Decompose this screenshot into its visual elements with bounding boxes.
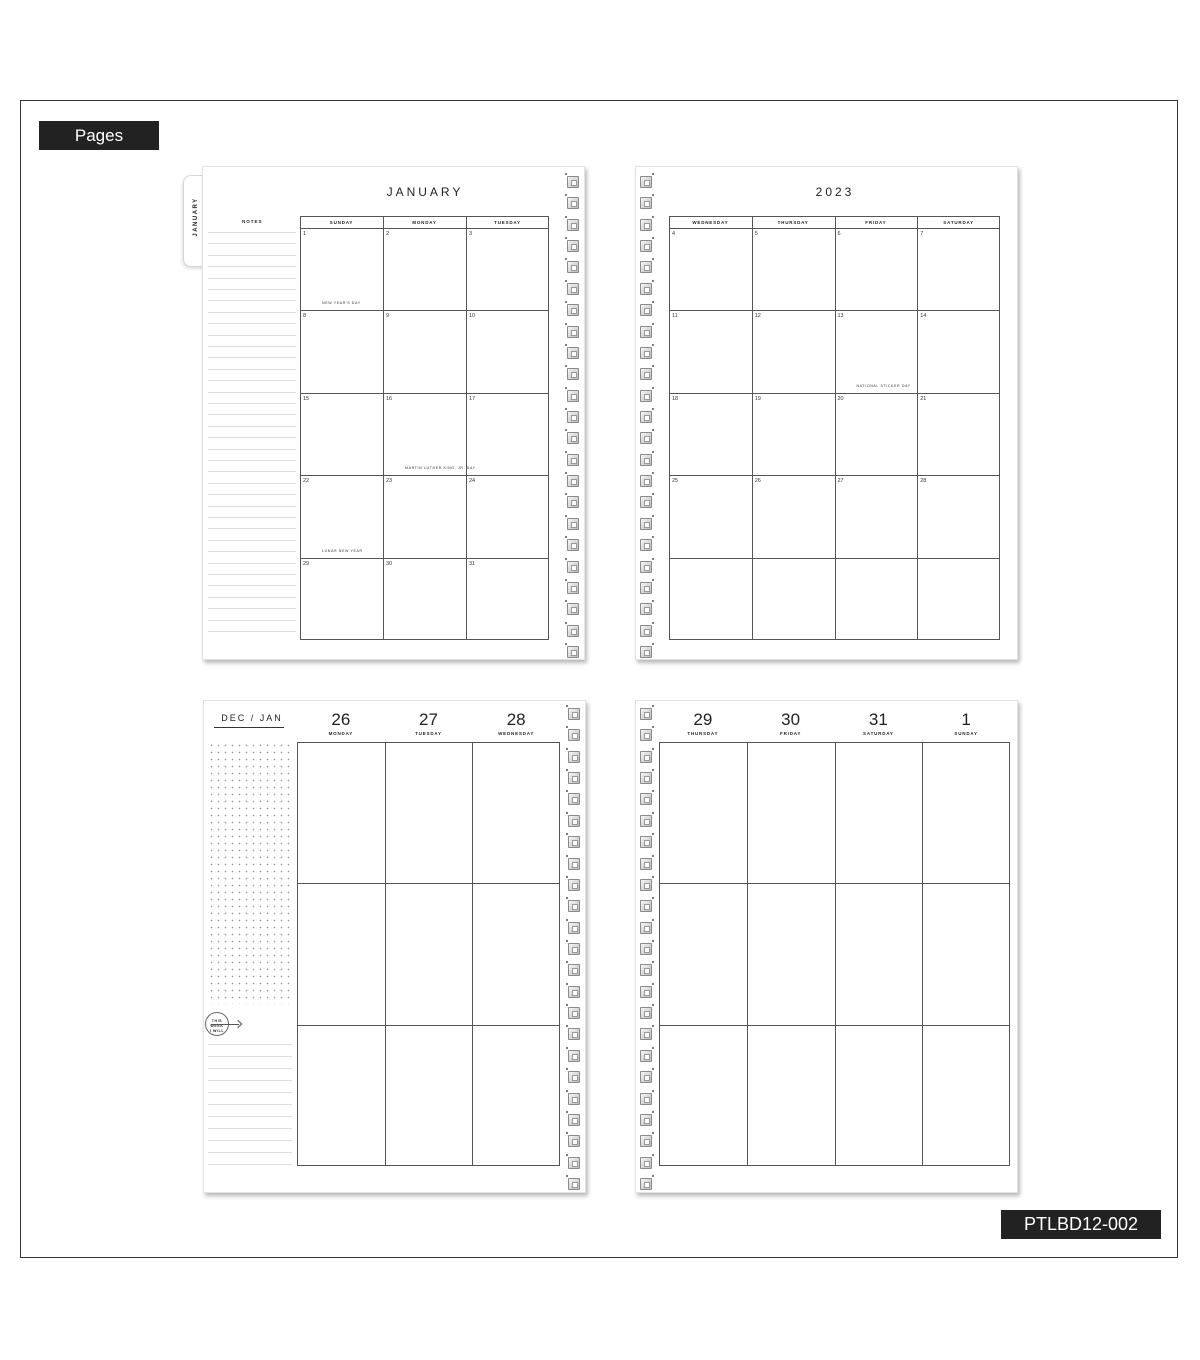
binding-hole: [652, 1175, 654, 1177]
binding-hole: [652, 748, 654, 750]
binding-ring-icon: [568, 793, 580, 805]
note-line: [208, 483, 296, 484]
date-number: 16: [386, 395, 393, 402]
date-number: 8: [303, 313, 307, 320]
binding-ring-icon: [640, 1050, 652, 1062]
binding-ring-icon: [640, 432, 652, 444]
date-number: 25: [672, 478, 679, 485]
note-line: [208, 266, 296, 267]
date-number: 23: [386, 478, 393, 485]
binding-ring-icon: [640, 197, 652, 209]
day-number: 28: [506, 710, 526, 729]
binding-hole: [566, 1111, 568, 1113]
binding-ring-icon: [640, 1114, 652, 1126]
binding-ring-icon: [567, 646, 579, 658]
date-number: 21: [920, 395, 927, 402]
date-number: 3: [469, 231, 473, 237]
note-line: [208, 414, 296, 415]
note-line: [208, 1080, 292, 1081]
date-number: 18: [672, 395, 679, 402]
binding-ring-icon: [568, 1114, 580, 1126]
binding-hole: [652, 451, 654, 453]
binding-ring-icon: [567, 326, 579, 338]
binding-ring-icon: [640, 1007, 652, 1019]
note-line: [208, 1140, 292, 1141]
binding-hole: [566, 940, 568, 942]
row-divider: [300, 558, 549, 559]
binding-hole: [566, 1154, 568, 1156]
note-line: [208, 608, 296, 609]
binding-hole: [652, 919, 654, 921]
day-number: 29: [693, 710, 713, 729]
note-line: [208, 1056, 292, 1057]
day-header: WEDNESDAY: [692, 220, 729, 225]
binding-hole: [566, 876, 568, 878]
binding-hole: [652, 1111, 654, 1113]
binding-ring-icon: [567, 240, 579, 252]
binding-hole: [565, 323, 567, 325]
note-line: [208, 1152, 292, 1153]
binding-hole: [566, 1090, 568, 1092]
binding-ring-icon: [640, 518, 652, 530]
binding-ring-icon: [567, 411, 579, 423]
binding-ring-icon: [640, 751, 652, 763]
binding-hole: [652, 1090, 654, 1092]
row-divider: [300, 310, 549, 311]
binding-ring-icon: [567, 347, 579, 359]
binding-ring-icon: [567, 561, 579, 573]
date-number: 11: [672, 313, 678, 320]
note-line: [208, 1068, 292, 1069]
binding-hole: [652, 280, 654, 282]
binding-ring-icon: [567, 304, 579, 316]
note-line: [208, 1116, 292, 1117]
row-divider: [300, 475, 549, 476]
binding-ring-icon: [568, 1093, 580, 1105]
dot-grid: [208, 742, 292, 1004]
note-line: [208, 597, 296, 598]
binding-ring-icon: [640, 283, 652, 295]
binding-ring-icon: [640, 1071, 652, 1083]
binding-ring-icon: [568, 772, 580, 784]
binding-hole: [565, 579, 567, 581]
binding-ring-icon: [640, 625, 652, 637]
binding-ring-icon: [640, 326, 652, 338]
date-number: 22: [303, 478, 310, 485]
binding-ring-icon: [568, 879, 580, 891]
column-divider: [835, 742, 836, 1166]
date-number: 1: [303, 231, 307, 237]
binding-ring-icon: [640, 1093, 652, 1105]
day-name: THURSDAY: [687, 731, 719, 736]
note-line: [208, 528, 296, 529]
note-line: [208, 506, 296, 507]
binding-ring-icon: [567, 176, 579, 188]
binding-hole: [565, 173, 567, 175]
binding-hole: [652, 1154, 654, 1156]
day-name: MONDAY: [328, 731, 354, 736]
binding-ring-icon: [640, 879, 652, 891]
note-line: [208, 357, 296, 358]
note-line: [208, 585, 296, 586]
binding-ring-icon: [640, 1135, 652, 1147]
binding-ring-icon: [640, 475, 652, 487]
binding-ring-icon: [640, 261, 652, 273]
note-line: [208, 1092, 292, 1093]
day-header: SUNDAY: [329, 220, 354, 225]
date-number: 15: [303, 395, 310, 402]
binding-hole: [566, 1175, 568, 1177]
holiday-national-sticker-day: NATIONAL STICKER DAY: [856, 383, 911, 388]
binding-hole: [565, 643, 567, 645]
binding-ring-icon: [568, 943, 580, 955]
badge-line-1: THIS WEEK: [210, 1019, 224, 1028]
binding-hole: [652, 558, 654, 560]
note-line: [208, 540, 296, 541]
binding-hole: [565, 558, 567, 560]
date-number: 9: [386, 313, 390, 320]
note-line: [208, 243, 296, 244]
binding-ring-icon: [640, 347, 652, 359]
binding-hole: [566, 812, 568, 814]
binding-hole: [565, 451, 567, 453]
note-line: [208, 335, 296, 336]
note-line: [208, 471, 296, 472]
binding-ring-icon: [640, 603, 652, 615]
binding-hole: [652, 705, 654, 707]
day-number: 31: [868, 710, 888, 729]
note-line: [208, 574, 296, 575]
binding-hole: [652, 643, 654, 645]
column-divider: [385, 742, 386, 1166]
binding-ring-icon: [568, 815, 580, 827]
binding-ring-icon: [568, 964, 580, 976]
column-divider: [835, 216, 836, 640]
binding-ring-icon: [568, 1135, 580, 1147]
binding-hole: [565, 280, 567, 282]
note-line: [208, 300, 296, 301]
date-number: 28: [920, 478, 927, 485]
row-divider: [297, 1025, 560, 1026]
binding-ring-icon: [568, 751, 580, 763]
binding-ring-icon: [568, 922, 580, 934]
binding-ring-icon: [568, 1028, 580, 1040]
header-divider: [300, 228, 549, 229]
binding-hole: [565, 408, 567, 410]
note-line: [208, 631, 296, 632]
binding-ring-icon: [567, 603, 579, 615]
holiday-lunar-new-year: LUNAR NEW YEAR: [322, 548, 363, 553]
binding-ring-icon: [568, 1007, 580, 1019]
day-header: TUESDAY: [494, 220, 521, 225]
note-line: [208, 346, 296, 347]
date-number: 30: [386, 560, 393, 567]
binding-ring-icon: [640, 539, 652, 551]
binding-hole: [565, 515, 567, 517]
binding-ring-icon: [640, 454, 652, 466]
binding-ring-icon: [640, 815, 652, 827]
week-grid-left: [297, 742, 560, 1166]
binding-hole: [652, 408, 654, 410]
month-title: JANUARY: [386, 185, 464, 199]
binding-ring-icon: [640, 561, 652, 573]
date-number: 6: [837, 231, 841, 237]
note-line: [208, 1128, 292, 1129]
binding-hole: [566, 855, 568, 857]
binding-hole: [565, 216, 567, 218]
binding-ring-icon: [567, 261, 579, 273]
binding-ring-icon: [640, 582, 652, 594]
binding-ring-icon: [568, 900, 580, 912]
binding-ring-icon: [568, 836, 580, 848]
binding-hole: [652, 622, 654, 624]
binding-hole: [565, 344, 567, 346]
note-line: [208, 494, 296, 495]
holiday-new-years: NEW YEAR'S DAY: [322, 301, 361, 306]
note-line: [208, 289, 296, 290]
date-number: 4: [672, 231, 676, 237]
binding-hole: [652, 344, 654, 346]
note-line: [208, 232, 296, 233]
note-line: [208, 323, 296, 324]
binding-ring-icon: [640, 1178, 652, 1190]
note-line: [208, 563, 296, 564]
day-number: 26: [331, 710, 351, 729]
row-divider: [300, 393, 549, 394]
binding-hole: [566, 1047, 568, 1049]
binding-ring-icon: [640, 176, 652, 188]
binding-ring-icon: [567, 475, 579, 487]
day-name: TUESDAY: [415, 731, 442, 736]
date-number: 27: [837, 478, 844, 485]
binding-ring-icon: [568, 986, 580, 998]
binding-hole: [565, 622, 567, 624]
note-line: [208, 620, 296, 621]
month-tab-label: JANUARY: [193, 197, 199, 237]
binding-ring-icon: [640, 943, 652, 955]
binding-ring-icon: [640, 219, 652, 231]
binding-ring-icon: [567, 432, 579, 444]
binding-ring-icon: [568, 708, 580, 720]
day-header: MONDAY: [412, 220, 437, 225]
binding-hole: [565, 387, 567, 389]
note-line: [208, 278, 296, 279]
date-number: 26: [754, 478, 761, 485]
pages-label: Pages: [39, 121, 159, 150]
binding-ring-icon: [640, 922, 652, 934]
binding-hole: [652, 855, 654, 857]
column-divider: [922, 742, 923, 1166]
binding-ring-icon: [640, 986, 652, 998]
binding-hole: [652, 579, 654, 581]
week-title-underline: [214, 727, 284, 728]
date-number: 31: [469, 560, 476, 567]
date-number: 10: [469, 313, 476, 320]
note-line: [208, 437, 296, 438]
day-name: SATURDAY: [863, 731, 894, 736]
binding-ring-icon: [567, 197, 579, 209]
binding-hole: [652, 983, 654, 985]
binding-ring-icon: [640, 390, 652, 402]
note-line: [208, 369, 296, 370]
notes-label: NOTES: [242, 219, 263, 224]
day-header: SATURDAY: [943, 220, 974, 225]
column-divider: [917, 216, 918, 640]
binding-ring-icon: [640, 646, 652, 658]
row-divider: [659, 1025, 1010, 1026]
year-title: 2023: [815, 185, 855, 199]
column-divider: [383, 216, 384, 640]
binding-ring-icon: [567, 582, 579, 594]
binding-ring-icon: [640, 836, 652, 848]
binding-ring-icon: [568, 1071, 580, 1083]
note-line: [208, 426, 296, 427]
binding-ring-icon: [640, 729, 652, 741]
day-name: WEDNESDAY: [498, 731, 535, 736]
binding-ring-icon: [568, 729, 580, 741]
note-line: [208, 1104, 292, 1105]
binding-ring-icon: [640, 240, 652, 252]
binding-ring-icon: [640, 368, 652, 380]
note-line: [208, 380, 296, 381]
binding-hole: [652, 812, 654, 814]
note-line: [208, 1044, 292, 1045]
binding-ring-icon: [567, 390, 579, 402]
binding-ring-icon: [640, 858, 652, 870]
day-name: FRIDAY: [780, 731, 802, 736]
binding-hole: [652, 515, 654, 517]
binding-ring-icon: [567, 283, 579, 295]
binding-ring-icon: [640, 496, 652, 508]
binding-ring-icon: [568, 858, 580, 870]
note-line: [208, 255, 296, 256]
binding-ring-icon: [640, 964, 652, 976]
week-title: DEC / JAN: [221, 713, 283, 723]
binding-ring-icon: [567, 539, 579, 551]
binding-ring-icon: [568, 1178, 580, 1190]
binding-hole: [652, 323, 654, 325]
binding-ring-icon: [640, 772, 652, 784]
binding-hole: [652, 173, 654, 175]
binding-ring-icon: [640, 708, 652, 720]
day-number: 1: [961, 710, 971, 729]
holiday-mlk: MARTIN LUTHER KING, JR. DAY: [405, 466, 476, 471]
binding-hole: [652, 216, 654, 218]
binding-ring-icon: [567, 496, 579, 508]
date-number: 12: [754, 313, 761, 320]
day-header: THURSDAY: [777, 220, 809, 225]
binding-ring-icon: [567, 518, 579, 530]
note-line: [208, 312, 296, 313]
binding-hole: [652, 1047, 654, 1049]
note-line: [208, 460, 296, 461]
day-name: SUNDAY: [954, 731, 978, 736]
note-line: [208, 392, 296, 393]
binding-hole: [652, 940, 654, 942]
column-divider: [472, 742, 473, 1166]
note-line: [208, 1164, 292, 1165]
date-number: 2: [386, 231, 390, 237]
binding-hole: [652, 876, 654, 878]
sku-label: PTLBD12-002: [1001, 1210, 1161, 1239]
column-divider: [752, 216, 753, 640]
binding-ring-icon: [640, 900, 652, 912]
day-header: FRIDAY: [865, 220, 887, 225]
date-number: 5: [754, 231, 758, 237]
month-grid-left: [300, 216, 549, 640]
binding-hole: [566, 983, 568, 985]
row-divider: [659, 883, 1010, 884]
binding-ring-icon: [567, 368, 579, 380]
date-number: 20: [837, 395, 844, 402]
binding-ring-icon: [567, 625, 579, 637]
note-line: [208, 551, 296, 552]
day-number: 30: [781, 710, 801, 729]
date-number: 24: [469, 478, 476, 485]
date-number: 7: [920, 231, 924, 237]
binding-hole: [652, 387, 654, 389]
binding-ring-icon: [568, 1157, 580, 1169]
binding-hole: [566, 705, 568, 707]
column-divider: [747, 742, 748, 1166]
note-line: [208, 517, 296, 518]
day-number: 27: [419, 710, 438, 729]
binding-ring-icon: [567, 219, 579, 231]
binding-ring-icon: [568, 1050, 580, 1062]
binding-ring-icon: [640, 1157, 652, 1169]
binding-hole: [566, 748, 568, 750]
badge-line-2: I WILL: [209, 1029, 225, 1033]
binding-hole: [566, 919, 568, 921]
binding-ring-icon: [567, 454, 579, 466]
binding-ring-icon: [640, 793, 652, 805]
binding-ring-icon: [640, 411, 652, 423]
date-number: 19: [754, 395, 761, 402]
note-line: [208, 449, 296, 450]
binding-ring-icon: [640, 304, 652, 316]
note-line: [208, 403, 296, 404]
column-divider: [466, 216, 467, 640]
date-number: 13: [837, 313, 844, 320]
binding-ring-icon: [640, 1028, 652, 1040]
row-divider: [297, 883, 560, 884]
date-number: 14: [920, 313, 927, 320]
date-number: 29: [303, 560, 310, 567]
date-number: 17: [469, 395, 476, 402]
